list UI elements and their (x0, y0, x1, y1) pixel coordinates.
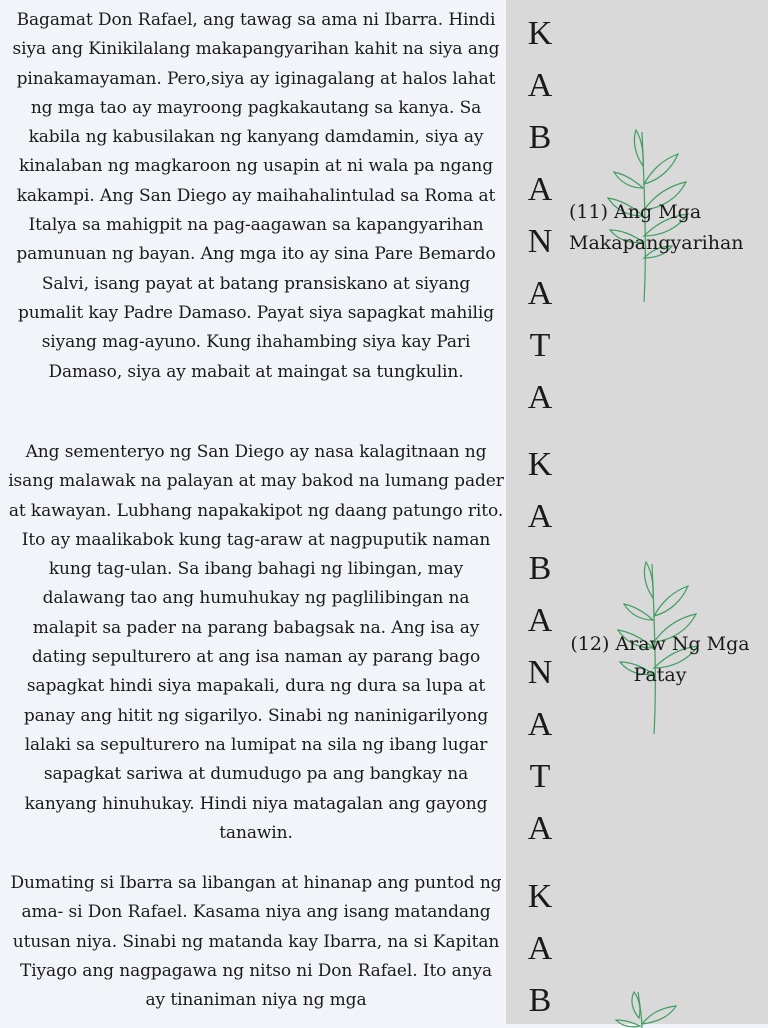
letter: A (527, 602, 553, 639)
letter: A (527, 498, 553, 535)
paragraph-chapter-12: Ang sementeryo ng San Diego ay nasa kalagitnaan ng isang malawak na palayan at may bakod na lumang pader at kawayan. Lubhang napakakipot ng daang patungo rito. Ito ay maalikabok kung tag-araw at nagpuputik naman kung tag-ulan. Sa ibang bahagi ng libingan, may dalawang tao ang humuhukay ng paglilibingan na malapit sa pader na parang babagsak na. Ang isa ay dating sepulturero at ang isa naman ay parang bago sapagkat hindi siya mapakali, dura ng dura sa lupa at panay ang hitit ng sigarilyo. Sinabi ng naninigarilyong lalaki sa sepulturero na lumipat na sila ng ibang lugar sapagkat sariwa at dumudugo pa ang bangkay na kanyang hinuhukay. Hindi niya matagalan ang gayong tanawin. (8, 442, 504, 843)
letter: B (528, 550, 552, 587)
letter: A (527, 171, 553, 208)
paragraph-chapter-11: Bagamat Don Rafael, ang tawag sa ama ni Ibarra. Hindi siya ang Kinikilalang makapangyarihan kahit na siya ang pinakamayaman. Pero,siya ay iginagalang at halos lahat ng mga tao ay mayroong pagkakautang sa kanya. Sa kabila ng kabusilakan ng kanyang damdamin, siya ay kinalaban ng magkaroon ng usapin at ni wala pa ngang kakampi. Ang San Diego ay maihahalintulad sa Roma at Italya sa mahigpit na pag-aagawan sa kapangyarihan pamunuan ng bayan. Ang mga ito ay sina Pare Bemardo Salvi, isang payat at batang pransiskano at siyang pumalit kay Padre Damaso. Payat siya sapagkat mahilig siyang mag-ayuno. Kung ihahambing siya kay Pari Damaso, siya ay mabait at maingat sa tungkulin. (12, 10, 500, 382)
letter: A (527, 810, 553, 847)
letter: A (527, 706, 553, 743)
letter: N (527, 223, 553, 260)
chapter-label-11: (11) Ang Mga Makapangyarihan (569, 201, 744, 254)
letter: A (527, 275, 553, 312)
letter: T (529, 758, 551, 795)
letter: B (528, 982, 552, 1019)
kabanata-letters-3 (510, 871, 570, 1027)
letter: K (527, 878, 553, 915)
kabanata-letters-2 (510, 439, 570, 855)
kabanata-letters-1 (510, 8, 570, 424)
letter: A (527, 67, 553, 104)
letter: N (527, 654, 553, 691)
paragraph-chapter-13: Dumating si Ibarra sa libangan at hinanap ang puntod ng ama- si Don Rafael. Kasama niya ang isang matandang utusan niya. Sinabi ng matanda kay Ibarra, na si Kapitan Tiyago ang nagpagawa ng nitso ni Don Rafael. Ito anya ay tinaniman niya ng mga (10, 873, 502, 1011)
letter: B (528, 119, 552, 156)
letter: K (527, 446, 553, 483)
letter: K (527, 15, 553, 52)
leaf-branch-icon (606, 988, 696, 1028)
letter: A (527, 930, 553, 967)
letter: A (527, 379, 553, 416)
letter: T (529, 327, 551, 364)
chapter-label-12: (12) Araw Ng Mga Patay (570, 633, 750, 686)
